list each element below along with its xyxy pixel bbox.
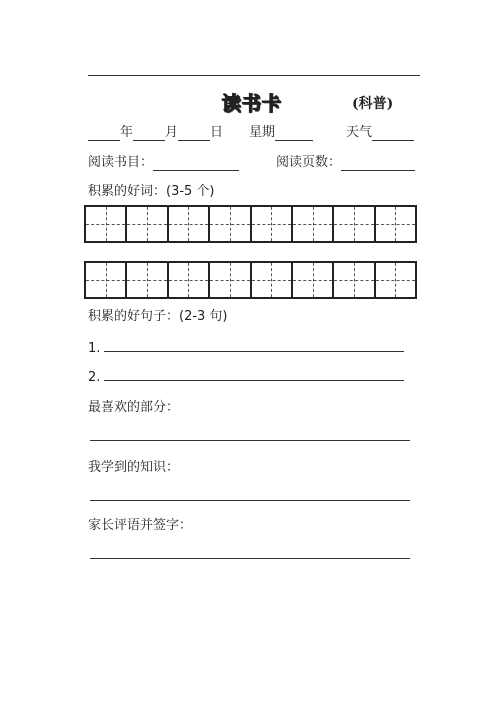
word-cell[interactable] bbox=[252, 207, 293, 241]
weather-field[interactable] bbox=[372, 126, 414, 141]
word-cell[interactable] bbox=[376, 207, 415, 241]
page-title: 读书卡 bbox=[222, 93, 283, 115]
word-cell[interactable] bbox=[210, 263, 251, 297]
month-label: 月 bbox=[165, 125, 179, 140]
book-title-label: 阅读书目： bbox=[88, 155, 154, 170]
word-cell[interactable] bbox=[210, 207, 251, 241]
sentence-item-1 bbox=[88, 341, 100, 357]
sentence-number: 2. bbox=[88, 370, 101, 385]
words-label: 积累的好词：(3-5 个) bbox=[88, 184, 215, 199]
book-title-field[interactable] bbox=[153, 156, 239, 171]
word-cell[interactable] bbox=[169, 263, 210, 297]
sentence-line-1[interactable] bbox=[104, 351, 404, 352]
month-field[interactable] bbox=[133, 126, 165, 141]
book-title-row bbox=[88, 155, 239, 171]
page-subtitle: (科普) bbox=[352, 96, 394, 112]
pages-field[interactable] bbox=[341, 156, 415, 171]
word-cell[interactable] bbox=[86, 207, 127, 241]
favorite-part-label: 最喜欢的部分： bbox=[88, 400, 180, 415]
weekday-group bbox=[249, 125, 313, 141]
day-field[interactable] bbox=[178, 126, 210, 141]
sentence-number: 1. bbox=[88, 341, 101, 356]
weather-group bbox=[346, 125, 414, 141]
day-label: 日 bbox=[210, 125, 224, 140]
word-cell[interactable] bbox=[334, 207, 375, 241]
pages-row bbox=[276, 155, 415, 171]
knowledge-label: 我学到的知识： bbox=[88, 460, 180, 475]
sentence-item-2 bbox=[88, 370, 100, 386]
parent-comment-label: 家长评语并签字： bbox=[88, 518, 193, 533]
word-grid-1[interactable] bbox=[84, 205, 417, 243]
year-label: 年 bbox=[120, 125, 134, 140]
word-cell[interactable] bbox=[169, 207, 210, 241]
weather-label: 天气 bbox=[346, 125, 373, 140]
word-cell[interactable] bbox=[127, 207, 168, 241]
word-cell[interactable] bbox=[334, 263, 375, 297]
knowledge-line[interactable] bbox=[90, 500, 410, 501]
favorite-part-line[interactable] bbox=[90, 440, 410, 441]
word-cell[interactable] bbox=[293, 207, 334, 241]
date-row bbox=[88, 125, 223, 141]
word-cell[interactable] bbox=[86, 263, 127, 297]
pages-label: 阅读页数： bbox=[276, 155, 342, 170]
word-cell[interactable] bbox=[376, 263, 415, 297]
word-cell[interactable] bbox=[127, 263, 168, 297]
word-cell[interactable] bbox=[252, 263, 293, 297]
top-rule bbox=[88, 75, 420, 76]
sentence-line-2[interactable] bbox=[104, 380, 404, 381]
weekday-label: 星期 bbox=[249, 125, 276, 140]
weekday-field[interactable] bbox=[275, 126, 313, 141]
sentences-label: 积累的好句子：(2-3 句) bbox=[88, 309, 228, 324]
word-cell[interactable] bbox=[293, 263, 334, 297]
year-field[interactable] bbox=[88, 126, 120, 141]
parent-comment-line[interactable] bbox=[90, 558, 410, 559]
word-grid-2[interactable] bbox=[84, 261, 417, 299]
